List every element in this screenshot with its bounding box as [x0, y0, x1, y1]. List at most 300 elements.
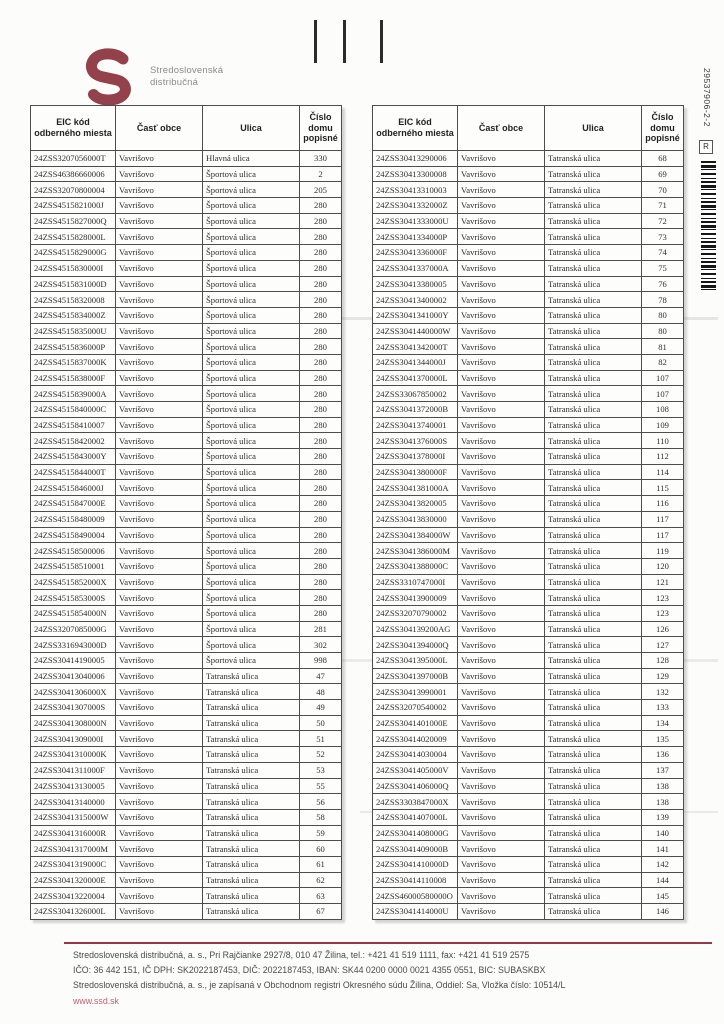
eic-cell: 24ZSS3041381000A	[373, 480, 458, 496]
district-cell: Vavrišovo	[458, 888, 545, 904]
table-row	[31, 715, 342, 731]
table-row	[31, 480, 342, 496]
street-cell: Tatranská ulica	[545, 668, 642, 684]
eic-cell: 24ZSS4515852000X	[31, 574, 116, 590]
street-cell: Tatranská ulica	[545, 213, 642, 229]
district-cell: Vavrišovo	[116, 888, 203, 904]
table-row	[373, 198, 684, 214]
house-no-cell: 123	[642, 605, 684, 621]
district-cell: Vavrišovo	[116, 464, 203, 480]
house-no-cell: 52	[300, 747, 342, 763]
house-no-cell: 76	[642, 276, 684, 292]
eic-cell: 24ZSS3041309000I	[31, 731, 116, 747]
district-cell: Vavrišovo	[458, 370, 545, 386]
house-no-cell: 72	[642, 213, 684, 229]
eic-cell: 24ZSS30414190005	[31, 653, 116, 669]
district-cell: Vavrišovo	[458, 653, 545, 669]
street-cell: Tatranská ulica	[545, 856, 642, 872]
street-cell: Tatranská ulica	[203, 904, 300, 920]
district-cell: Vavrišovo	[458, 229, 545, 245]
street-cell: Tatranská ulica	[545, 229, 642, 245]
house-no-cell: 48	[300, 684, 342, 700]
house-no-cell: 123	[642, 590, 684, 606]
street-cell: Tatranská ulica	[545, 370, 642, 386]
table-row	[373, 762, 684, 778]
district-cell: Vavrišovo	[458, 292, 545, 308]
house-no-cell: 280	[300, 417, 342, 433]
house-no-cell: 132	[642, 684, 684, 700]
district-cell: Vavrišovo	[116, 511, 203, 527]
house-no-cell: 107	[642, 370, 684, 386]
street-cell: Tatranská ulica	[545, 198, 642, 214]
district-cell: Vavrišovo	[458, 449, 545, 465]
district-cell: Vavrišovo	[458, 778, 545, 794]
table-row	[373, 511, 684, 527]
table-row	[31, 496, 342, 512]
street-cell: Tatranská ulica	[203, 668, 300, 684]
eic-cell: 24ZSS30413040006	[31, 668, 116, 684]
district-cell: Vavrišovo	[116, 872, 203, 888]
house-no-cell: 112	[642, 449, 684, 465]
eic-cell: 24ZSS3041336000F	[373, 245, 458, 261]
house-no-cell: 140	[642, 825, 684, 841]
street-cell: Tatranská ulica	[545, 574, 642, 590]
table-row	[373, 370, 684, 386]
eic-cell: 24ZSS30413830000	[373, 511, 458, 527]
house-no-cell: 281	[300, 621, 342, 637]
eic-cell: 24ZSS3041384000W	[373, 527, 458, 543]
eic-cell: 24ZSS4515844000T	[31, 464, 116, 480]
district-cell: Vavrišovo	[458, 198, 545, 214]
district-cell: Vavrišovo	[116, 166, 203, 182]
house-no-cell: 73	[642, 229, 684, 245]
street-cell: Tatranská ulica	[545, 527, 642, 543]
eic-cell: 24ZSS4515853000S	[31, 590, 116, 606]
eic-cell: 24ZSS30413990001	[373, 684, 458, 700]
street-cell: Tatranská ulica	[203, 809, 300, 825]
header-eic: EIC kód odberného miesta	[373, 106, 458, 151]
street-cell: Športová ulica	[203, 323, 300, 339]
district-cell: Vavrišovo	[116, 825, 203, 841]
eic-cell: 24ZSS4515847000E	[31, 496, 116, 512]
eic-cell: 24ZSS4515834000Z	[31, 307, 116, 323]
street-cell: Tatranská ulica	[545, 433, 642, 449]
eic-cell: 24ZSS4515839000A	[31, 386, 116, 402]
house-no-cell: 109	[642, 417, 684, 433]
street-cell: Tatranská ulica	[545, 339, 642, 355]
table-row	[31, 543, 342, 559]
district-cell: Vavrišovo	[116, 527, 203, 543]
house-no-cell: 51	[300, 731, 342, 747]
district-cell: Vavrišovo	[116, 621, 203, 637]
house-no-cell: 280	[300, 558, 342, 574]
eic-cell: 24ZSS3041317000M	[31, 841, 116, 857]
district-cell: Vavrišovo	[116, 323, 203, 339]
house-no-cell: 280	[300, 511, 342, 527]
house-no-cell: 47	[300, 668, 342, 684]
street-cell: Tatranská ulica	[545, 292, 642, 308]
house-no-cell: 55	[300, 778, 342, 794]
table-row	[31, 668, 342, 684]
house-no-cell: 60	[300, 841, 342, 857]
street-cell: Tatranská ulica	[203, 731, 300, 747]
eic-cell: 24ZSS45158410007	[31, 417, 116, 433]
street-cell: Športová ulica	[203, 558, 300, 574]
footer-line-ids: IČO: 36 442 151, IČ DPH: SK2022187453, DIČ: 2022187453, IBAN: SK44 0200 0000 0021 4355 0551, BIC: SUBASKBX	[73, 965, 546, 976]
district-cell: Vavrišovo	[458, 260, 545, 276]
table-row	[31, 229, 342, 245]
footer-divider	[64, 942, 712, 944]
eic-cell: 24ZSS3041370000L	[373, 370, 458, 386]
house-no-cell: 75	[642, 260, 684, 276]
eic-cell: 24ZSS4515854000N	[31, 605, 116, 621]
district-cell: Vavrišovo	[458, 543, 545, 559]
district-cell: Vavrišovo	[116, 449, 203, 465]
table-row	[373, 637, 684, 653]
district-cell: Vavrišovo	[458, 872, 545, 888]
table-row	[373, 700, 684, 716]
house-no-cell: 74	[642, 245, 684, 261]
table-row	[373, 809, 684, 825]
house-no-cell: 108	[642, 402, 684, 418]
eic-cell: 24ZSS30413820005	[373, 496, 458, 512]
district-cell: Vavrišovo	[458, 433, 545, 449]
district-cell: Vavrišovo	[116, 653, 203, 669]
eic-cell: 24ZSS3041308000N	[31, 715, 116, 731]
footer-website-link: www.ssd.sk	[73, 995, 119, 1006]
table-header-row	[31, 106, 342, 151]
eic-cell: 24ZSS4515829000G	[31, 245, 116, 261]
table-row	[373, 292, 684, 308]
eic-cell: 24ZSS3041311000F	[31, 762, 116, 778]
house-no-cell: 68	[642, 151, 684, 167]
table-row	[31, 809, 342, 825]
district-cell: Vavrišovo	[116, 856, 203, 872]
house-no-cell: 82	[642, 354, 684, 370]
house-no-cell: 280	[300, 245, 342, 261]
street-cell: Tatranská ulica	[203, 762, 300, 778]
street-cell: Tatranská ulica	[545, 354, 642, 370]
eic-cell: 24ZSS45158510001	[31, 558, 116, 574]
district-cell: Vavrišovo	[116, 260, 203, 276]
street-cell: Športová ulica	[203, 354, 300, 370]
district-cell: Vavrišovo	[116, 904, 203, 920]
eic-cell: 24ZSS3041320000E	[31, 872, 116, 888]
eic-cell: 24ZSS3041401000E	[373, 715, 458, 731]
district-cell: Vavrišovo	[116, 794, 203, 810]
street-cell: Športová ulica	[203, 182, 300, 198]
district-cell: Vavrišovo	[116, 747, 203, 763]
house-no-cell: 71	[642, 198, 684, 214]
table-row	[31, 402, 342, 418]
district-cell: Vavrišovo	[458, 731, 545, 747]
table-row	[373, 386, 684, 402]
house-no-cell: 139	[642, 809, 684, 825]
district-cell: Vavrišovo	[458, 621, 545, 637]
table-row	[373, 276, 684, 292]
house-no-cell: 280	[300, 198, 342, 214]
table-row	[373, 354, 684, 370]
table-row	[373, 339, 684, 355]
house-no-cell: 63	[300, 888, 342, 904]
table-row	[31, 558, 342, 574]
eic-cell: 24ZSS46000580000O	[373, 888, 458, 904]
company-logo-text	[150, 65, 223, 90]
table-row	[31, 354, 342, 370]
table-row	[31, 276, 342, 292]
street-cell: Tatranská ulica	[545, 605, 642, 621]
table-row	[31, 386, 342, 402]
street-cell: Tatranská ulica	[203, 684, 300, 700]
street-cell: Tatranská ulica	[203, 715, 300, 731]
district-cell: Vavrišovo	[458, 700, 545, 716]
house-no-cell: 78	[642, 292, 684, 308]
district-cell: Vavrišovo	[458, 511, 545, 527]
header-house-no: Číslo domu popisné	[300, 106, 342, 151]
street-cell: Tatranská ulica	[545, 151, 642, 167]
street-cell: Športová ulica	[203, 637, 300, 653]
district-cell: Vavrišovo	[458, 747, 545, 763]
district-cell: Vavrišovo	[116, 496, 203, 512]
house-no-cell: 134	[642, 715, 684, 731]
eic-cell: 24ZSS3041376000S	[373, 433, 458, 449]
street-cell: Športová ulica	[203, 543, 300, 559]
street-cell: Tatranská ulica	[545, 543, 642, 559]
eic-cell: 24ZSS4515827000Q	[31, 213, 116, 229]
table-row	[373, 417, 684, 433]
house-no-cell: 114	[642, 464, 684, 480]
eic-cell: 24ZSS3041315000W	[31, 809, 116, 825]
house-no-cell: 115	[642, 480, 684, 496]
table-row	[31, 292, 342, 308]
eic-cell: 24ZSS30414030004	[373, 747, 458, 763]
table-row	[31, 700, 342, 716]
table-row	[373, 668, 684, 684]
street-cell: Športová ulica	[203, 213, 300, 229]
eic-cell: 24ZSS30413290006	[373, 151, 458, 167]
district-cell: Vavrišovo	[458, 151, 545, 167]
district-cell: Vavrišovo	[458, 590, 545, 606]
district-cell: Vavrišovo	[116, 778, 203, 794]
table-row	[31, 684, 342, 700]
house-no-cell: 205	[300, 182, 342, 198]
eic-table-right	[372, 105, 684, 920]
table-row	[31, 841, 342, 857]
footer-line-address: Stredoslovenská distribučná, a. s., Pri Rajčianke 2927/8, 010 47 Žilina, tel.: +421 41 519 1111, fax: +421 41 519 2575	[73, 950, 530, 960]
table-row	[31, 511, 342, 527]
eic-cell: 24ZSS3041337000A	[373, 260, 458, 276]
house-no-cell: 280	[300, 480, 342, 496]
table-row	[373, 872, 684, 888]
house-no-cell: 117	[642, 527, 684, 543]
eic-cell: 24ZSS3041341000Y	[373, 307, 458, 323]
eic-cell: 24ZSS3041332000Z	[373, 198, 458, 214]
street-cell: Tatranská ulica	[545, 182, 642, 198]
street-cell: Tatranská ulica	[545, 684, 642, 700]
table-row	[373, 480, 684, 496]
table-row	[373, 151, 684, 167]
barcode	[701, 161, 716, 291]
house-no-cell: 138	[642, 778, 684, 794]
district-cell: Vavrišovo	[458, 464, 545, 480]
table-row	[373, 558, 684, 574]
eic-cell: 24ZSS4515828000L	[31, 229, 116, 245]
table-row	[31, 574, 342, 590]
district-cell: Vavrišovo	[116, 354, 203, 370]
district-cell: Vavrišovo	[458, 574, 545, 590]
street-cell: Športová ulica	[203, 605, 300, 621]
district-cell: Vavrišovo	[458, 794, 545, 810]
district-cell: Vavrišovo	[458, 825, 545, 841]
table-row	[373, 778, 684, 794]
district-cell: Vavrišovo	[458, 386, 545, 402]
table-header-row	[373, 106, 684, 151]
table-row	[373, 449, 684, 465]
table-row	[373, 747, 684, 763]
house-no-cell: 280	[300, 543, 342, 559]
district-cell: Vavrišovo	[116, 198, 203, 214]
table-row	[373, 182, 684, 198]
table-row	[373, 715, 684, 731]
eic-cell: 24ZSS4515835000U	[31, 323, 116, 339]
district-cell: Vavrišovo	[116, 402, 203, 418]
house-no-cell: 59	[300, 825, 342, 841]
table-row	[31, 213, 342, 229]
house-no-cell: 280	[300, 339, 342, 355]
house-no-cell: 280	[300, 213, 342, 229]
district-cell: Vavrišovo	[116, 292, 203, 308]
house-no-cell: 119	[642, 543, 684, 559]
eic-cell: 24ZSS3041388000C	[373, 558, 458, 574]
table-row	[31, 653, 342, 669]
company-logo	[82, 48, 223, 106]
street-cell: Tatranská ulica	[545, 166, 642, 182]
district-cell: Vavrišovo	[116, 574, 203, 590]
street-cell: Tatranská ulica	[545, 778, 642, 794]
eic-cell: 24ZSS4515840000C	[31, 402, 116, 418]
table-row	[373, 245, 684, 261]
table-row	[31, 245, 342, 261]
house-no-cell: 135	[642, 731, 684, 747]
table-row	[31, 339, 342, 355]
eic-cell: 24ZSS3310747000I	[373, 574, 458, 590]
street-cell: Tatranská ulica	[203, 856, 300, 872]
ssd-logo-icon	[82, 48, 136, 106]
table-row	[373, 574, 684, 590]
table-body	[373, 151, 684, 920]
header-street: Ulica	[203, 106, 300, 151]
district-cell: Vavrišovo	[458, 856, 545, 872]
table-row	[373, 888, 684, 904]
eic-cell: 24ZSS3041333000U	[373, 213, 458, 229]
registration-mark	[314, 20, 317, 63]
eic-cell: 24ZSS30413140000	[31, 794, 116, 810]
house-no-cell: 280	[300, 496, 342, 512]
eic-cell: 24ZSS30413900009	[373, 590, 458, 606]
eic-cell: 24ZSS3041409000B	[373, 841, 458, 857]
district-cell: Vavrišovo	[458, 904, 545, 920]
eic-cell: 24ZSS3041405000V	[373, 762, 458, 778]
table-row	[373, 825, 684, 841]
header-eic: EIC kód odberného miesta	[31, 106, 116, 151]
eic-cell: 24ZSS3041319000C	[31, 856, 116, 872]
eic-cell: 24ZSS304139200AG	[373, 621, 458, 637]
district-cell: Vavrišovo	[116, 731, 203, 747]
street-cell: Tatranská ulica	[545, 888, 642, 904]
eic-cell: 24ZSS30413380005	[373, 276, 458, 292]
street-cell: Športová ulica	[203, 402, 300, 418]
house-no-cell: 280	[300, 386, 342, 402]
house-no-cell: 280	[300, 433, 342, 449]
eic-cell: 24ZSS45158490004	[31, 527, 116, 543]
street-cell: Športová ulica	[203, 433, 300, 449]
house-no-cell: 136	[642, 747, 684, 763]
house-no-cell: 144	[642, 872, 684, 888]
eic-cell: 24ZSS3041406000Q	[373, 778, 458, 794]
eic-cell: 24ZSS3041342000T	[373, 339, 458, 355]
street-cell: Športová ulica	[203, 464, 300, 480]
street-cell: Tatranská ulica	[545, 480, 642, 496]
district-cell: Vavrišovo	[116, 841, 203, 857]
table-row	[31, 464, 342, 480]
house-no-cell: 56	[300, 794, 342, 810]
house-no-cell: 107	[642, 386, 684, 402]
district-cell: Vavrišovo	[458, 668, 545, 684]
street-cell: Tatranská ulica	[545, 700, 642, 716]
street-cell: Športová ulica	[203, 307, 300, 323]
house-no-cell: 280	[300, 464, 342, 480]
eic-cell: 24ZSS32070790002	[373, 605, 458, 621]
table-row	[373, 841, 684, 857]
street-cell: Tatranská ulica	[203, 778, 300, 794]
district-cell: Vavrišovo	[116, 229, 203, 245]
street-cell: Tatranská ulica	[545, 417, 642, 433]
eic-cell: 24ZSS30413300008	[373, 166, 458, 182]
street-cell: Tatranská ulica	[545, 307, 642, 323]
street-cell: Tatranská ulica	[545, 386, 642, 402]
district-cell: Vavrišovo	[458, 715, 545, 731]
table-row	[31, 794, 342, 810]
street-cell: Tatranská ulica	[545, 904, 642, 920]
street-cell: Tatranská ulica	[545, 449, 642, 465]
registration-mark	[343, 20, 346, 63]
eic-cell: 24ZSS33067850002	[373, 386, 458, 402]
house-no-cell: 50	[300, 715, 342, 731]
eic-cell: 24ZSS3041307000S	[31, 700, 116, 716]
street-cell: Tatranská ulica	[545, 825, 642, 841]
district-cell: Vavrišovo	[458, 527, 545, 543]
house-no-cell: 280	[300, 323, 342, 339]
street-cell: Tatranská ulica	[545, 762, 642, 778]
footer-line-registry: Stredoslovenská distribučná, a. s., je zapísaná v Obchodnom registri Okresného súdu Žilina, Oddiel: Sa, Vložka číslo: 10514/L	[73, 980, 566, 991]
table-row	[31, 260, 342, 276]
table-row	[31, 323, 342, 339]
house-no-cell: 280	[300, 354, 342, 370]
table-row	[373, 433, 684, 449]
table-row	[373, 621, 684, 637]
eic-cell: 24ZSS45158500006	[31, 543, 116, 559]
table-row	[373, 464, 684, 480]
footer	[73, 948, 565, 1009]
street-cell: Tatranská ulica	[545, 496, 642, 512]
district-cell: Vavrišovo	[458, 762, 545, 778]
street-cell: Tatranská ulica	[545, 276, 642, 292]
logo-line-2: distribučná	[150, 77, 199, 88]
house-no-cell: 61	[300, 856, 342, 872]
eic-cell: 24ZSS45158480009	[31, 511, 116, 527]
table-row	[31, 621, 342, 637]
street-cell: Tatranská ulica	[545, 731, 642, 747]
